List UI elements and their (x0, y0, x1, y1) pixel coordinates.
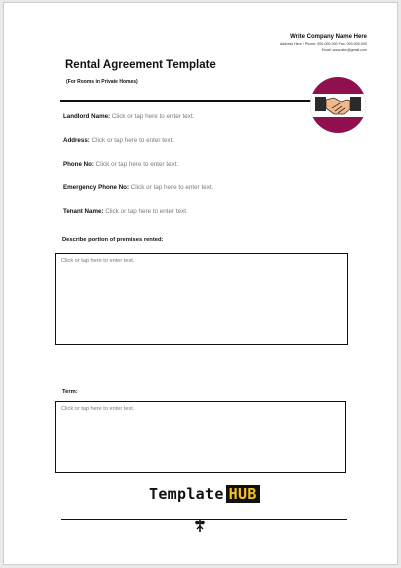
document-page (3, 2, 398, 565)
templatehub-logo (149, 485, 260, 503)
landlord-name-field (63, 113, 194, 120)
company-name[interactable]: Write Company Name Here (290, 34, 367, 40)
tenant-name-field (63, 208, 188, 215)
emergency-phone-field (63, 184, 213, 191)
company-address-phone[interactable]: Address Here / Phone: 000-000-000 Fax: 000-000-000 (279, 42, 367, 46)
handshake-icon (314, 91, 362, 119)
fleuron-ornament-icon (193, 517, 207, 533)
premises-textbox[interactable] (55, 253, 348, 345)
premises-placeholder[interactable]: Click or tap here to enter text. (61, 258, 135, 264)
title-divider (60, 100, 320, 102)
address-field (63, 137, 174, 144)
company-email[interactable]: Email: www.abc@gmail.com (321, 48, 367, 52)
address-label: Address: (63, 137, 90, 144)
phone-field (63, 161, 178, 168)
term-placeholder[interactable]: Click or tap here to enter text. (61, 406, 135, 412)
phone-input[interactable]: Click or tap here to enter text. (95, 161, 179, 168)
document-subtitle[interactable]: (For Rooms in Private Homes) (66, 79, 138, 85)
term-label: Term: (62, 389, 78, 395)
address-input[interactable]: Click or tap here to enter text. (91, 137, 175, 144)
term-textbox[interactable] (55, 401, 346, 473)
company-header (280, 34, 367, 52)
phone-label: Phone No: (63, 161, 94, 168)
emergency-phone-input[interactable]: Click or tap here to enter text. (130, 184, 214, 191)
landlord-name-label: Landlord Name: (63, 113, 111, 120)
landlord-name-input[interactable]: Click or tap here to enter text. (111, 113, 195, 120)
premises-label: Describe portion of premises rented: (62, 237, 164, 243)
tenant-name-input[interactable]: Click or tap here to enter text. (105, 208, 188, 215)
brand-tag: HUB (226, 485, 260, 503)
brand-name: Template (149, 485, 224, 503)
emergency-phone-label: Emergency Phone No: (63, 184, 130, 191)
tenant-name-label: Tenant Name: (63, 208, 104, 215)
document-title[interactable]: Rental Agreement Template (65, 59, 216, 71)
handshake-logo (310, 77, 366, 133)
